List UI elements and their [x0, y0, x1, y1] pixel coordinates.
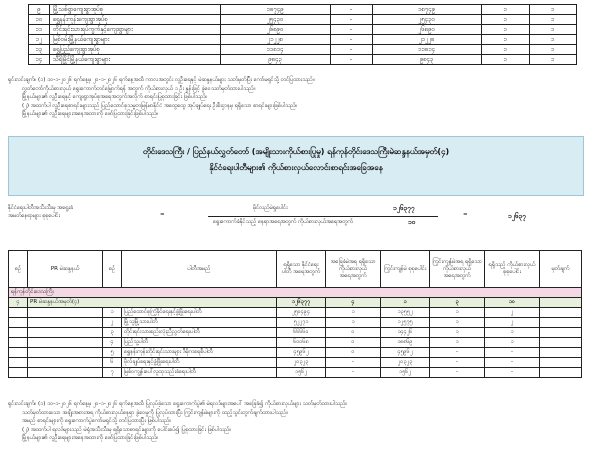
value-cell: ၁၅၆၂ [277, 368, 326, 378]
value-cell: ၂၁၂၂၈ [372, 35, 482, 45]
row-number: ၁ [103, 308, 122, 318]
value-cell: ၁ [381, 298, 430, 308]
value-cell: ၁ [430, 308, 485, 318]
note-text: မြို့နယ်များ၏ လူဦးရေများအနေအထားကို ဖော်ပြထားခြင်းဖြစ်ပါသည်။ [22, 111, 159, 118]
row-number: ၁၀ [29, 15, 50, 25]
row-number: ၁၂ [29, 35, 50, 45]
col-header: PR မဲဆန္ဒနယ် [28, 251, 103, 288]
value-cell: ၆၀၀၆၈ [277, 338, 326, 348]
value-cell: ၄၅၉၆၂ [277, 348, 326, 358]
district-row [9, 298, 582, 308]
township-name: သီရိမြိုင်မြို့နယ်ကျေးရွာများ [50, 55, 221, 65]
value-cell: ၁၀ [485, 298, 540, 308]
row-number: ၉ [29, 5, 50, 15]
population-cell: ၂၁၂၂၈ [221, 35, 331, 45]
value-cell: ၁ [430, 338, 485, 348]
value-cell: ၁ [482, 45, 529, 55]
value-cell: ၅၂၂၇၁ [277, 318, 326, 328]
col-header: ရရှိသည့် ကိုယ်စားလှယ် စုစုပေါင်း [485, 251, 540, 288]
value-cell: ၂ [485, 308, 540, 318]
value-cell: - [485, 358, 540, 368]
row-number: ၁၃ [29, 45, 50, 55]
value-cell: ၁ [485, 328, 540, 338]
value-cell: ၁ [529, 5, 577, 15]
value-cell: - [330, 5, 372, 15]
note-text: လွှတ်တော်ကိုယ်စားလှယ် ရွေးကောက်တင်မြှောက်ရန် အတွက် ကိုယ်စားလှယ် ၁ ဦး နှုန်းဖြင့် ခွဲဝေသတ်မှတ်ထားပါသည်။ [22, 85, 256, 92]
value-cell: ၁ [482, 55, 529, 65]
value-cell: - [330, 25, 372, 35]
table-row [29, 35, 577, 45]
table-row [9, 358, 582, 368]
value-cell: - [330, 35, 372, 45]
remark-cell [540, 318, 582, 328]
township-name: မြို့သစ်ရွာကျေးရွာအုပ်စု [50, 5, 221, 15]
value-cell: - [430, 368, 485, 378]
value-cell: ၁ [430, 328, 485, 338]
value-cell: ၁၅၆၂ [381, 368, 430, 378]
seat-calculation [8, 204, 582, 244]
value-cell: ၁ [482, 5, 529, 15]
total-votes: ၁၂၆၃၇၇ [277, 298, 326, 308]
value-cell: - [330, 55, 372, 65]
value-cell: ၁၈၈၆၉ [381, 338, 430, 348]
table-row [9, 348, 582, 358]
col-header: စဉ် [9, 251, 28, 288]
fraction-line [208, 216, 438, 217]
township-name: ရွှေနန်းကုန်းကျေးရွာအုပ်စု [50, 15, 221, 25]
calculation-label [8, 204, 128, 220]
party-name: ရွှေနန်းကုန်းတိုင်းရင်းသားများ ဒီမိုကရေစီပါတီ [122, 348, 277, 358]
table-row [29, 5, 577, 15]
section-subtitle: နိုင်ငံရေးပါတီများ၏ ကိုယ်စားလှယ်လောင်းစာရင်းအခြေအနေ [209, 163, 383, 172]
value-cell: ၂၅၀၄၉၄ [277, 308, 326, 318]
row-number: ၆ [103, 358, 122, 368]
col-header: စဉ် [103, 251, 122, 288]
col-header: မှတ်ချက် [540, 251, 582, 288]
value-cell: - [330, 15, 372, 25]
township-population-table [28, 4, 577, 65]
row-number: ၄ [9, 298, 28, 308]
explanation-notes-top [8, 76, 584, 119]
table-row [9, 328, 582, 338]
value-cell: ၁ [482, 15, 529, 25]
value-cell: ၁၃၅၅၂ [381, 308, 430, 318]
value-cell: - [485, 348, 540, 358]
table-row [29, 15, 577, 25]
row-number: ၂ [103, 318, 122, 328]
remark-cell [540, 298, 582, 308]
township-name: တိုင်းရင်းသားရပ်ကွက်နှင့်ကျေးရွာများ [50, 25, 221, 35]
township-name: ရွှေပြည်ကျေးရွာအုပ်စု [50, 45, 221, 55]
table-row [29, 45, 577, 55]
value-cell: ၉၈၄၃ [372, 55, 482, 65]
equals-sign: = [463, 212, 468, 218]
numerator-label: မိုင်လည်မဲရှုပေါင်း [253, 205, 288, 211]
remark-cell [540, 308, 582, 318]
col-header: ကြွင်းကျန်မဲ စုစုပေါင်း [381, 251, 430, 288]
value-cell: ၁ [529, 35, 577, 45]
party-results-table [8, 250, 582, 378]
value-cell: ၁ [326, 308, 381, 318]
region-row [9, 288, 582, 298]
row-number: ၁၁ [29, 25, 50, 35]
section-header [8, 136, 584, 196]
col-header: ပါတီအမည် [122, 251, 277, 288]
col-header: အခြေခံမဲအရ ရရှိသော ကိုယ်စားလှယ် အရေအတွက် [326, 251, 381, 288]
row-number: ၄ [103, 338, 122, 348]
remark-cell [540, 358, 582, 368]
table-row [9, 368, 582, 378]
value-cell: ၂၅၄၃၀ [372, 15, 482, 25]
township-name: မြစ်ဝမ်းမြို့နယ်ကျေးရွာများ [50, 35, 221, 45]
party-name: မြစ်ဝကျွန်းပေါ်လူထုသည်းခံရေးပါတီ [122, 368, 277, 378]
value-cell: ၁ [529, 55, 577, 65]
quota-result: ၁၂၆၃၇ [508, 212, 526, 220]
table-row [9, 338, 582, 348]
row-number: ၇ [103, 368, 122, 378]
value-cell: ၀ [326, 328, 381, 338]
party-name: ပြည်သူ့ပါတီ [122, 338, 277, 348]
table-row [9, 318, 582, 328]
value-cell: ၁ [482, 35, 529, 45]
population-cell: ၉၈၄၃ [221, 55, 331, 65]
value-cell: ၂၀၃၂၃ [381, 358, 430, 368]
population-cell: ၁၈၇၄၉ [221, 5, 331, 15]
table-row [29, 55, 577, 65]
value-cell: - [326, 368, 381, 378]
value-cell: ၂၀၃၂၃ [277, 358, 326, 368]
value-cell: - [485, 368, 540, 378]
value-cell: - [430, 358, 485, 368]
calc-label-line: နိုင်ငံရေးပါတီအသီးသီးမှ အရွေးခံ [8, 205, 74, 211]
calc-label-line: အမတ်နေရာများ စုစုပေါင်း [8, 213, 60, 219]
value-cell: ၄ [326, 298, 381, 308]
table-header-row [9, 251, 582, 288]
value-cell: - [330, 45, 372, 55]
value-cell: ၀ [326, 348, 381, 358]
remark-cell [540, 348, 582, 358]
remark-cell [540, 368, 582, 378]
value-cell: ၂၆၈၉၀ [372, 25, 482, 35]
remark-cell [540, 328, 582, 338]
note-text: မြို့နယ်များ၏ လူဦးရေနှင့် ကျေးရွာအုပ်စုအရေအတွက်အလိုက် စာရင်းပြုစုထားခြင်း ဖြစ်ပါသည်။ [22, 94, 208, 101]
party-name: တိုင်းရင်းသားစည်းလုံးညီညွတ်ရေးပါတီ [122, 328, 277, 338]
party-name: ဗိုလ်ချုပ်ရေးနှင့်ဖွံ့ဖြိုးရေးပါတီ [122, 358, 277, 368]
value-cell: ၁ [529, 15, 577, 25]
denominator-value: ၁၀ [408, 218, 416, 226]
population-cell: ၂၅၄၃၀ [221, 15, 331, 25]
row-number: ၅ [103, 348, 122, 358]
note-text: (၂) အထက်ပါ ရလဒ်များသည် မဲရုံအသီးသီးမှ ရရှိသောစာရင်းများကို ပေါင်းစပ်၍ ပြုစုထားခြင်း ဖြစ်ပါသည်။ [22, 426, 232, 433]
value-cell: ၁ [430, 318, 485, 328]
value-cell: - [430, 348, 485, 358]
value-cell: ၁၁၈၁၄ [372, 45, 482, 55]
note-text: အမည် စာရင်းများကို ရွေးကောက်ပွဲကော်မရှင်သို့ တင်ပြထားပြီး ဖြစ်ပါသည်။ [22, 418, 172, 425]
population-cell: ၁၁၈၁၄ [221, 45, 331, 55]
region-label: ရန်ကုန်တိုင်းဒေသကြီး [9, 288, 582, 298]
population-cell: ၂၆၈၉၀ [221, 25, 331, 35]
note-text: ရှင်းလင်းချက်။ (၁) ၁၀-၁-၂၀၂၆ ရက်နေ့မှ ၂၀-၁-၂၀၂၆ ရက်နေ့အထိ ပြုလုပ်ခဲ့သော ရွေးကောက်ပွဲ၏ မဲရလဒ်များအပေါ် အခြေခံ၍ ကိုယ်စားလှယ်များ သတ်မှတ်ထားပါသည်။ [8, 401, 348, 407]
table-row [29, 25, 577, 35]
remark-cell [540, 338, 582, 348]
district-name: PR မဲဆန္ဒနယ်အမှတ်(၄) [28, 298, 277, 308]
value-cell: ၁၄၄၂၆ [381, 328, 430, 338]
note-text: သတ်မှတ်ထားသော အချိုးအစားအရ ကိုယ်စားလှယ်နေရာ ခွဲဝေမှုကို ပြုလုပ်ထားပြီး ကြွင်းကျန်မဲများကို ထည့်သွင်းတွက်ချက်ထားပါသည်။ [22, 409, 288, 416]
value-cell: ၂ [485, 318, 540, 328]
value-cell: ၃ [430, 298, 485, 308]
col-header: ရရှိသော နိုင်ငံရေး ပါတီ အရေအတွက် [277, 251, 326, 288]
table-row [9, 308, 582, 318]
note-text: (၂) အထက်ပါ လူဦးရေစာရင်းများသည် ပြည်ထောင်စုသမ္မတမြန်မာနိုင်ငံ အထွေထွေ အုပ်ချုပ်ရေး ဦးစီးဌာနမှ ရရှိသော စာရင်းများဖြစ်ပါသည်။ [22, 102, 298, 109]
col-header: ကြွင်းကျန်မဲအရ ရရှိသော ကိုယ်စားလှယ် အရေအတွက် [430, 251, 485, 288]
denominator-label: ရွေးကောက်ခံနိုင်သည့် နေရာအရေအတွက် ကိုယ်စားလှယ်အရေအတွက် [213, 219, 353, 225]
section-title: တိုင်းဒေသကြီး / ပြည်နယ်လွှတ်တော် (အမျိုးသားကိုယ်စားပြုမှု) ရန်ကုန်တိုင်းဒေသကြီးမဲဆန္ဒနယ်အမှတ်(၄) [142, 147, 450, 156]
note-text: ရှင်းလင်းချက်။ (၁) ၁၀-၁-၂၀၂၆ ရက်နေ့မှ ၂၀-၁-၂၀၂၆ ရက်နေ့အထိ ကာလအတွင်း လူဦးရေနှင့် မဲဆန္ဒနယ်များ သတ်မှတ်ပြီး ကော်မရှင်သို့ တင်ပြထားသည်။ [8, 77, 315, 83]
value-cell: ၁ [326, 318, 381, 328]
value-cell: - [326, 358, 381, 368]
value-cell: ၁ [529, 45, 577, 55]
value-cell: ၁ [529, 25, 577, 35]
value-cell: ၀ [326, 338, 381, 348]
value-cell: ၄၅၉၆၂ [381, 348, 430, 358]
value-cell: ၁၂၅၇၅ [381, 318, 430, 328]
value-cell: ၁ [482, 25, 529, 35]
value-cell: ၆၆၆၆၀ [277, 328, 326, 338]
party-name: ပြည်ထောင်စုကြံ့ခိုင်ရေးနှင့်ဖွံ့ဖြိုးရေးပါတီ [122, 308, 277, 318]
explanation-notes-bottom [8, 400, 584, 443]
party-name: မြို့သူမြို့သားပါတီ [122, 318, 277, 328]
value-cell: ၁ [485, 338, 540, 348]
row-number: ၃ [103, 328, 122, 338]
value-cell: ၁၈၇၄၉ [372, 5, 482, 15]
equals-sign: = [160, 212, 165, 218]
numerator-value: ၁၂၆၃၇၇ [393, 204, 415, 212]
note-text: မြို့နယ်များ၏ လူဦးရေများအနေအထားကို ဖော်ပြထားခြင်းဖြစ်ပါသည်။ [22, 435, 159, 442]
row-number: ၁၄ [29, 55, 50, 65]
